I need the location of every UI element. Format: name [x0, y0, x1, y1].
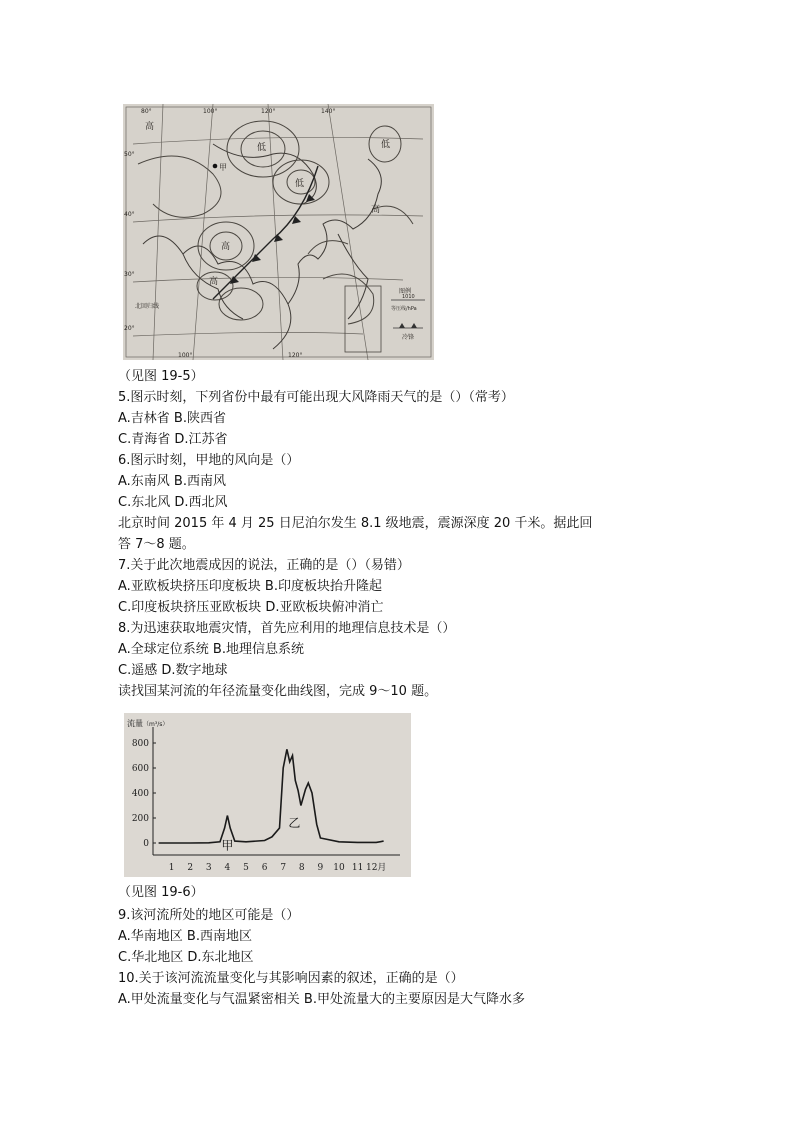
- question-7: 7.关于此次地震成因的说法，正确的是（）（易错）: [118, 558, 410, 573]
- options-9-ab: A.华南地区 B.西南地区: [118, 929, 252, 944]
- lat-label: 50°: [124, 151, 135, 158]
- y-tick-label: 200: [131, 814, 149, 824]
- x-tick-label: 6: [261, 863, 268, 873]
- intro-7-8-cont: 答 7～8 题。: [118, 537, 195, 552]
- high-pressure-label: 高: [209, 277, 219, 287]
- runoff-chart-figure: [124, 713, 411, 877]
- x-tick-label: 12月: [365, 863, 387, 873]
- legend-isobar-value: 1010: [402, 294, 415, 300]
- legend-front-label: 冷锋: [402, 334, 415, 341]
- x-tick-label: 3: [205, 863, 212, 873]
- tropic-label: 北回归线: [135, 303, 160, 310]
- x-tick-label: 11: [351, 863, 364, 873]
- options-8-ab: A.全球定位系统 B.地理信息系统: [118, 642, 304, 657]
- chart-annotation: 乙: [288, 815, 301, 830]
- question-6: 6.图示时刻，甲地的风向是（）: [118, 453, 300, 468]
- y-tick-label: 800: [131, 739, 149, 749]
- options-8-cd: C.遥感 D.数字地球: [118, 663, 228, 678]
- lon-label: 120°: [288, 352, 303, 359]
- lon-label: 100°: [178, 352, 193, 359]
- intro-9-10: 读找国某河流的年径流量变化曲线图，完成 9～10 题。: [118, 684, 438, 699]
- figure-caption: （见图 19-6）: [118, 885, 204, 900]
- x-tick-label: 1: [168, 863, 175, 873]
- low-pressure-label: 低: [257, 143, 267, 153]
- legend-title: 图例: [399, 288, 412, 295]
- x-tick-label: 7: [280, 863, 287, 873]
- low-pressure-label: 低: [381, 140, 391, 150]
- options-6-ab: A.东南风 B.西南风: [118, 474, 226, 489]
- options-7-ab: A.亚欧板块挤压印度板块 B.印度板块抬升隆起: [118, 579, 382, 594]
- low-pressure-label: 低: [295, 179, 305, 189]
- weather-map-figure: [123, 104, 434, 360]
- x-tick-label: 9: [317, 863, 324, 873]
- lat-label: 40°: [124, 211, 135, 218]
- y-tick-label: 0: [143, 839, 149, 849]
- x-tick-label: 8: [298, 863, 305, 873]
- high-pressure-label: 高: [371, 205, 381, 215]
- options-5-ab: A.吉林省 B.陕西省: [118, 411, 226, 426]
- lon-label: 120°: [261, 108, 276, 115]
- lat-label: 20°: [124, 325, 135, 332]
- legend-isobar-label: 等压线/hPa: [391, 306, 417, 312]
- options-7-cd: C.印度板块挤压亚欧板块 D.亚欧板块俯冲消亡: [118, 600, 384, 615]
- x-tick-label: 5: [243, 863, 249, 873]
- options-10-ab: A.甲处流量变化与气温紧密相关 B.甲处流量大的主要原因是大气降水多: [118, 992, 525, 1007]
- options-6-cd: C.东北风 D.西北风: [118, 495, 228, 510]
- question-9: 9.该河流所处的地区可能是（）: [118, 908, 300, 923]
- y-tick-label: 600: [131, 764, 149, 774]
- y-tick-label: 400: [131, 789, 149, 799]
- x-tick-label: 4: [224, 863, 231, 873]
- lon-label: 100°: [203, 108, 218, 115]
- figure-caption: （见图 19-5）: [118, 369, 204, 384]
- lat-label: 30°: [124, 271, 135, 278]
- y-axis-title: 流量（m³/s）: [127, 719, 169, 728]
- question-10: 10.关于该河流流量变化与其影响因素的叙述，正确的是（）: [118, 971, 464, 986]
- options-5-cd: C.青海省 D.江苏省: [118, 432, 228, 447]
- question-8: 8.为迅速获取地震灾情，首先应利用的地理信息技术是（）: [118, 621, 456, 636]
- jia-label: 甲: [219, 163, 227, 172]
- options-9-cd: C.华北地区 D.东北地区: [118, 950, 254, 965]
- question-5: 5.图示时刻，下列省份中最有可能出现大风降雨天气的是（）（常考）: [118, 390, 514, 405]
- x-tick-label: 2: [187, 863, 194, 873]
- lon-label: 140°: [321, 108, 336, 115]
- high-pressure-label: 高: [221, 242, 231, 252]
- intro-7-8: 北京时间 2015 年 4 月 25 日尼泊尔发生 8.1 级地震，震源深度 20 千米。据此回: [118, 516, 593, 531]
- chart-annotation: 甲: [221, 838, 234, 853]
- high-pressure-label: 高: [145, 122, 155, 132]
- x-tick-label: 10: [333, 863, 345, 873]
- lon-label: 80°: [141, 108, 152, 115]
